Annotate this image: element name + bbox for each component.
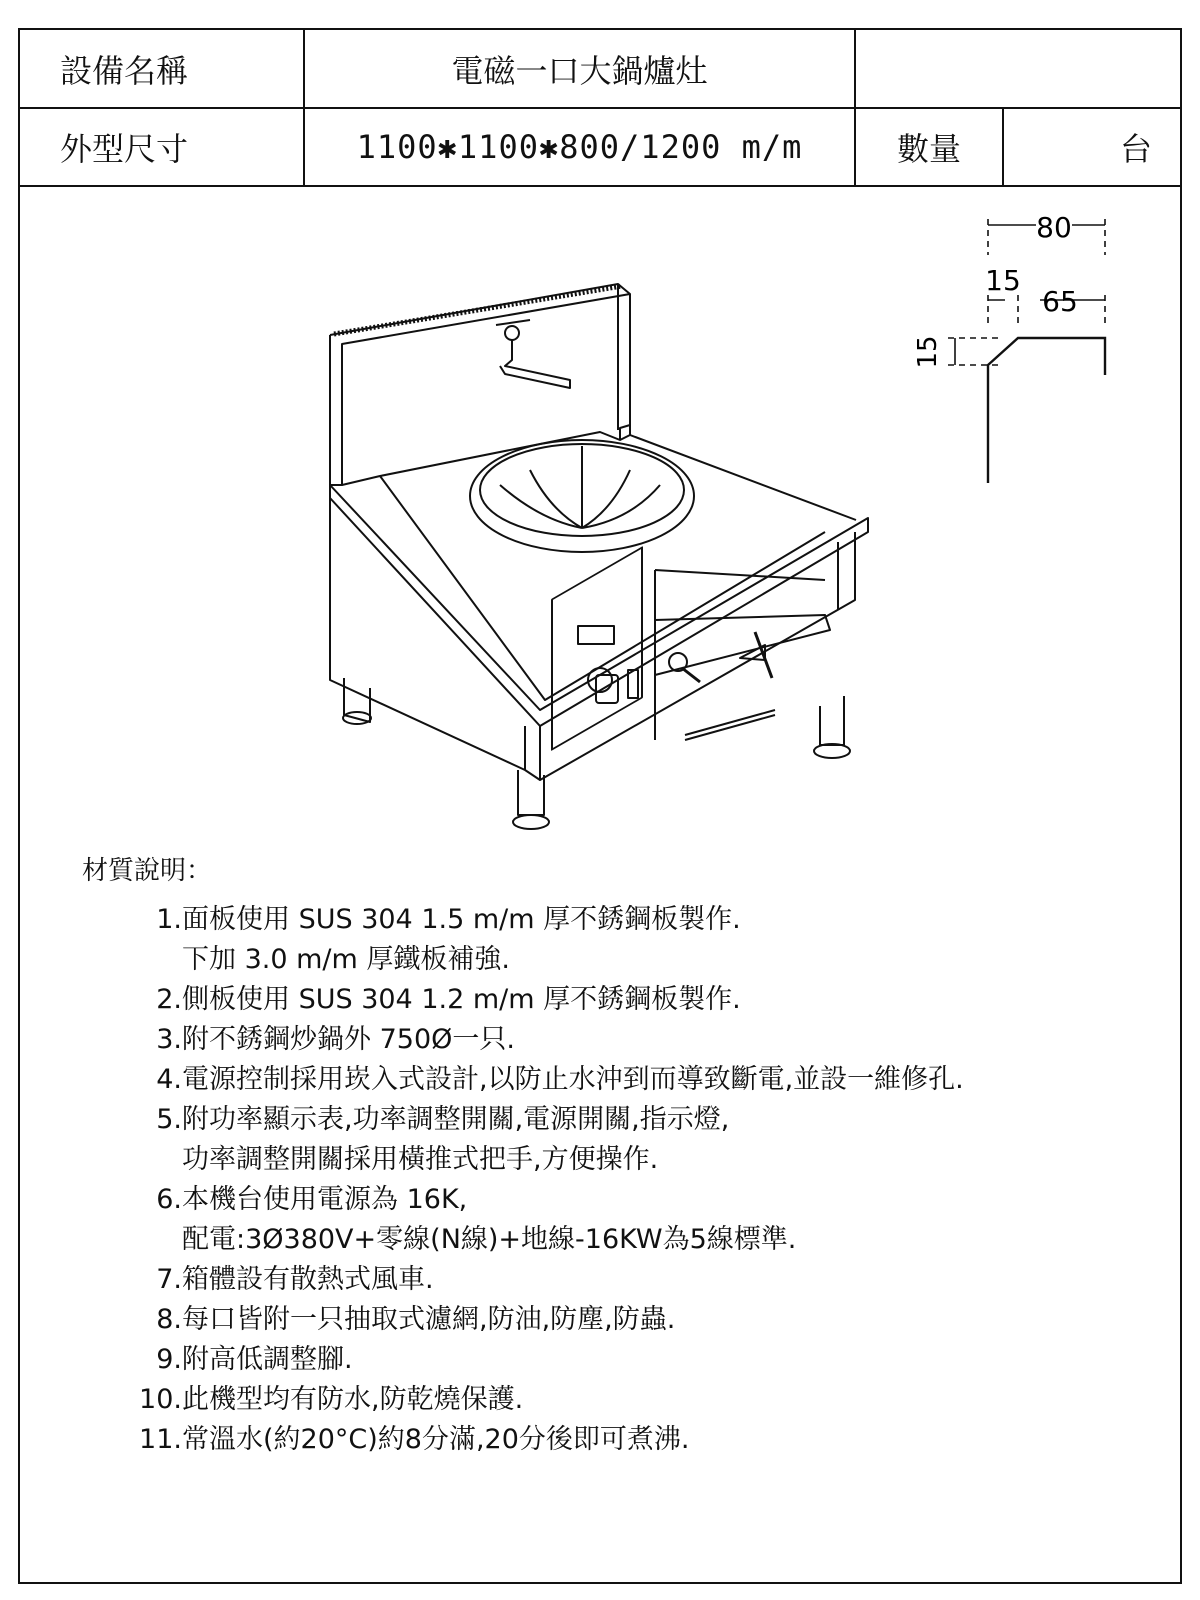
item-text: 箱體設有散熱式風車.	[182, 1264, 434, 1295]
item-number: 2.	[156, 984, 182, 1015]
table-row	[20, 30, 1180, 108]
item-number: 11.	[139, 1424, 182, 1455]
list-item	[100, 1060, 1100, 1100]
list-item	[100, 900, 1100, 980]
item-text: 附功率顯示表,功率調整開關,電源開關,指示燈,	[182, 1104, 730, 1135]
list-item	[100, 1300, 1100, 1340]
qty-label: 數量	[855, 108, 1003, 186]
name-label: 設備名稱	[20, 30, 304, 108]
dim-65-label: 65	[1042, 285, 1078, 318]
control-panel	[552, 548, 642, 750]
cabinet-front	[540, 532, 855, 780]
list-item	[100, 1420, 1100, 1460]
item-number: 7.	[156, 1264, 182, 1295]
item-text: 下加 3.0 m/m 厚鐵板補強.	[182, 944, 510, 975]
unit-value: 台	[1003, 108, 1180, 186]
size-value: 1100✱1100✱800/1200 m/m	[304, 108, 855, 186]
item-text: 附高低調整腳.	[182, 1344, 353, 1375]
item-text: 附不銹鋼炒鍋外 750Ø一只.	[182, 1024, 515, 1055]
item-number: 9.	[156, 1344, 182, 1375]
dim-80-label: 80	[1036, 211, 1072, 244]
worktop-edge	[330, 485, 868, 726]
item-text: 此機型均有防水,防乾燒保護.	[182, 1384, 524, 1415]
item-text: 電源控制採用崁入式設計,以防止水沖到而導致斷電,並設一維修孔.	[182, 1064, 964, 1095]
empty-cell	[855, 30, 1180, 108]
dim-15-side-label: 15	[913, 335, 943, 369]
display-meter	[578, 626, 614, 644]
list-item	[100, 980, 1100, 1020]
item-number: 8.	[156, 1304, 182, 1335]
edge-profile-detail	[900, 205, 1130, 495]
list-item	[100, 1380, 1100, 1420]
list-item	[100, 1100, 1100, 1180]
item-number: 6.	[156, 1184, 182, 1215]
stove-illustration	[300, 270, 900, 850]
item-number: 4.	[156, 1064, 182, 1095]
list-item	[100, 1260, 1100, 1300]
item-text: 每口皆附一只抽取式濾網,防油,防塵,防蟲.	[182, 1304, 676, 1335]
list-item	[100, 1020, 1100, 1060]
list-item	[100, 1340, 1100, 1380]
item-number: 3.	[156, 1024, 182, 1055]
adjustable-leg	[513, 770, 549, 829]
materials-list	[100, 900, 1100, 1460]
faucet-icon	[496, 320, 570, 388]
profile-outline	[988, 338, 1105, 483]
item-number: 10.	[139, 1384, 182, 1415]
adjustable-leg	[814, 696, 850, 758]
adjustable-leg	[343, 678, 371, 724]
table-row	[20, 108, 1180, 186]
item-text: 功率調整開關採用橫推式把手,方便操作.	[182, 1144, 659, 1175]
item-number: 5.	[156, 1104, 182, 1135]
item-text: 常溫水(約20°C)約8分滿,20分後即可煮沸.	[182, 1424, 690, 1455]
item-text: 配電:3Ø380V+零線(N線)+地線-16KW為5線標準.	[182, 1224, 797, 1255]
name-value: 電磁一口大鍋爐灶	[304, 30, 855, 108]
item-text: 側板使用 SUS 304 1.2 m/m 厚不銹鋼板製作.	[182, 984, 741, 1015]
materials-title: 材質說明：	[82, 856, 213, 886]
list-item	[100, 1180, 1100, 1260]
dim-15-label: 15	[985, 264, 1021, 297]
item-text: 本機台使用電源為 16K,	[182, 1184, 468, 1215]
size-label: 外型尺寸	[20, 108, 304, 186]
item-number: 1.	[156, 904, 182, 935]
spec-table	[20, 30, 1180, 187]
item-text: 面板使用 SUS 304 1.5 m/m 厚不銹鋼板製作.	[182, 904, 741, 935]
